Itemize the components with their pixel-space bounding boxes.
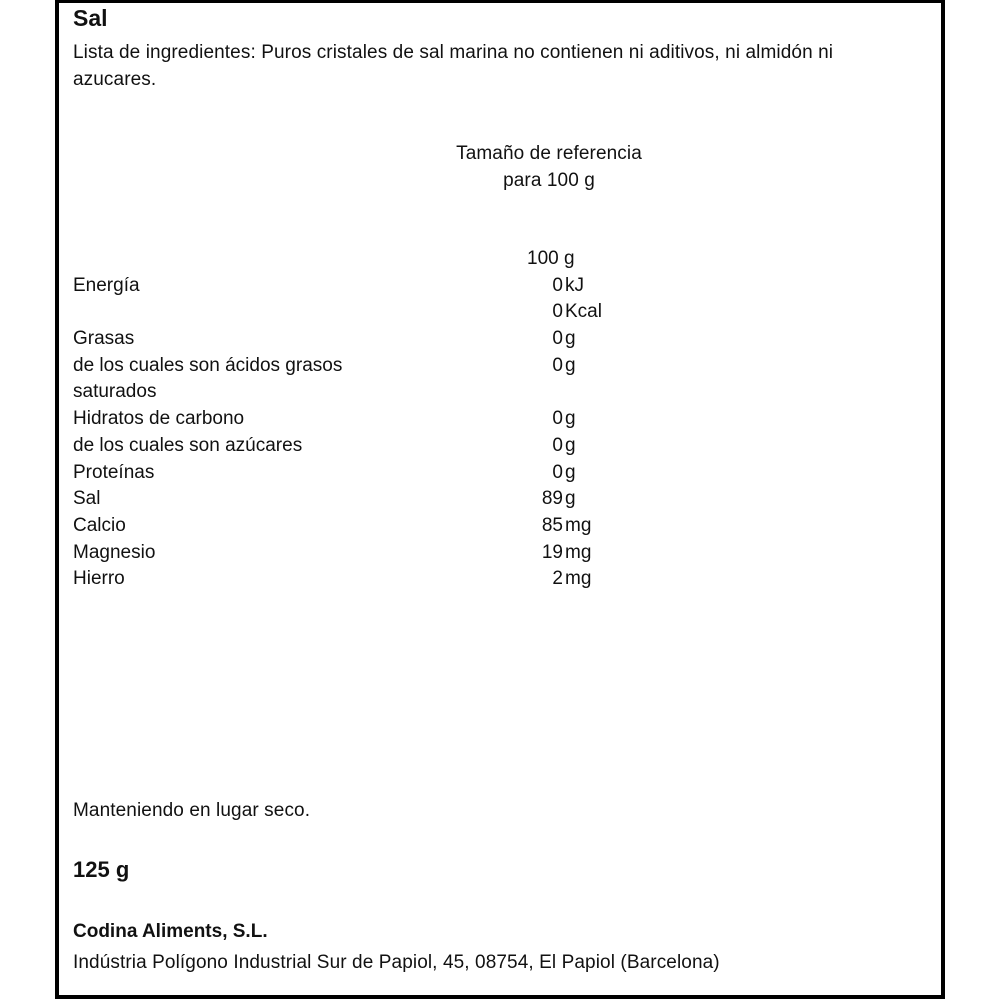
nutrient-value: 0 [552, 408, 563, 430]
nutrition-column-header: 100 g [527, 248, 575, 269]
nutrient-unit: g [565, 328, 576, 350]
nutrient-value: 89 [541, 488, 563, 510]
nutrient-unit: g [565, 354, 576, 376]
nutrient-name: Calcio [73, 514, 126, 536]
nutrient-value: 0 [552, 434, 563, 456]
nutrient-name: Hidratos de carbono [73, 408, 245, 430]
reference-line-1: Tamaño de referencia [456, 143, 642, 164]
nutrient-name: Proteínas [73, 461, 155, 483]
nutrient-name: Sal [73, 488, 101, 510]
nutrition-row [73, 540, 633, 567]
nutrient-name: de los cuales son ácidos grasos [73, 354, 343, 376]
nutrient-unit: g [565, 461, 576, 483]
reference-line-2: para 100 g [503, 170, 595, 191]
storage-instructions: Manteniendo en lugar seco. [73, 800, 311, 821]
nutrition-row [73, 486, 633, 513]
nutrition-row [73, 379, 633, 406]
nutrition-column-header-row [73, 246, 633, 273]
nutrient-value: 0 [552, 328, 563, 350]
nutrient-value: 0 [552, 461, 563, 483]
nutrient-name: Energía [73, 274, 140, 296]
nutrient-name: Hierro [73, 568, 125, 590]
reference-size-header [349, 140, 749, 194]
nutrition-row [73, 353, 633, 380]
nutrient-value: 0 [552, 301, 563, 323]
manufacturer-address: Indústria Polígono Industrial Sur de Papiol, 45, 08754, El Papiol (Barcelona) [73, 952, 720, 973]
product-title: Sal [73, 5, 108, 31]
nutrition-row [73, 326, 633, 353]
nutrient-unit: kJ [565, 274, 584, 296]
nutrient-value: 19 [541, 541, 563, 563]
nutrition-row [73, 299, 633, 326]
nutrient-unit: Kcal [565, 301, 602, 323]
nutrient-unit: mg [565, 541, 592, 563]
nutrient-value: 85 [541, 514, 563, 536]
nutrition-table [73, 246, 633, 593]
nutrition-row [73, 433, 633, 460]
nutrient-unit: mg [565, 568, 592, 590]
nutrient-name: Magnesio [73, 541, 156, 563]
nutrition-row [73, 566, 633, 593]
nutrient-value: 2 [552, 568, 563, 590]
ingredients-list: Lista de ingredientes: Puros cristales de sal marina no contienen ni aditivos, ni almidón ni azucares. [73, 42, 834, 90]
manufacturer-name: Codina Aliments, S.L. [73, 921, 268, 942]
nutrient-unit: mg [565, 514, 592, 536]
nutrient-unit: g [565, 488, 576, 510]
nutrient-name: Grasas [73, 328, 135, 350]
nutrient-name: de los cuales son azúcares [73, 434, 303, 456]
net-weight: 125 g [73, 857, 130, 882]
nutrition-row [73, 406, 633, 433]
nutrition-row [73, 513, 633, 540]
nutrition-row [73, 273, 633, 300]
nutrient-unit: g [565, 408, 576, 430]
nutrition-row [73, 460, 633, 487]
nutrient-name: saturados [73, 381, 157, 403]
nutrient-value: 0 [552, 274, 563, 296]
nutrient-unit: g [565, 434, 576, 456]
nutrient-value: 0 [552, 354, 563, 376]
